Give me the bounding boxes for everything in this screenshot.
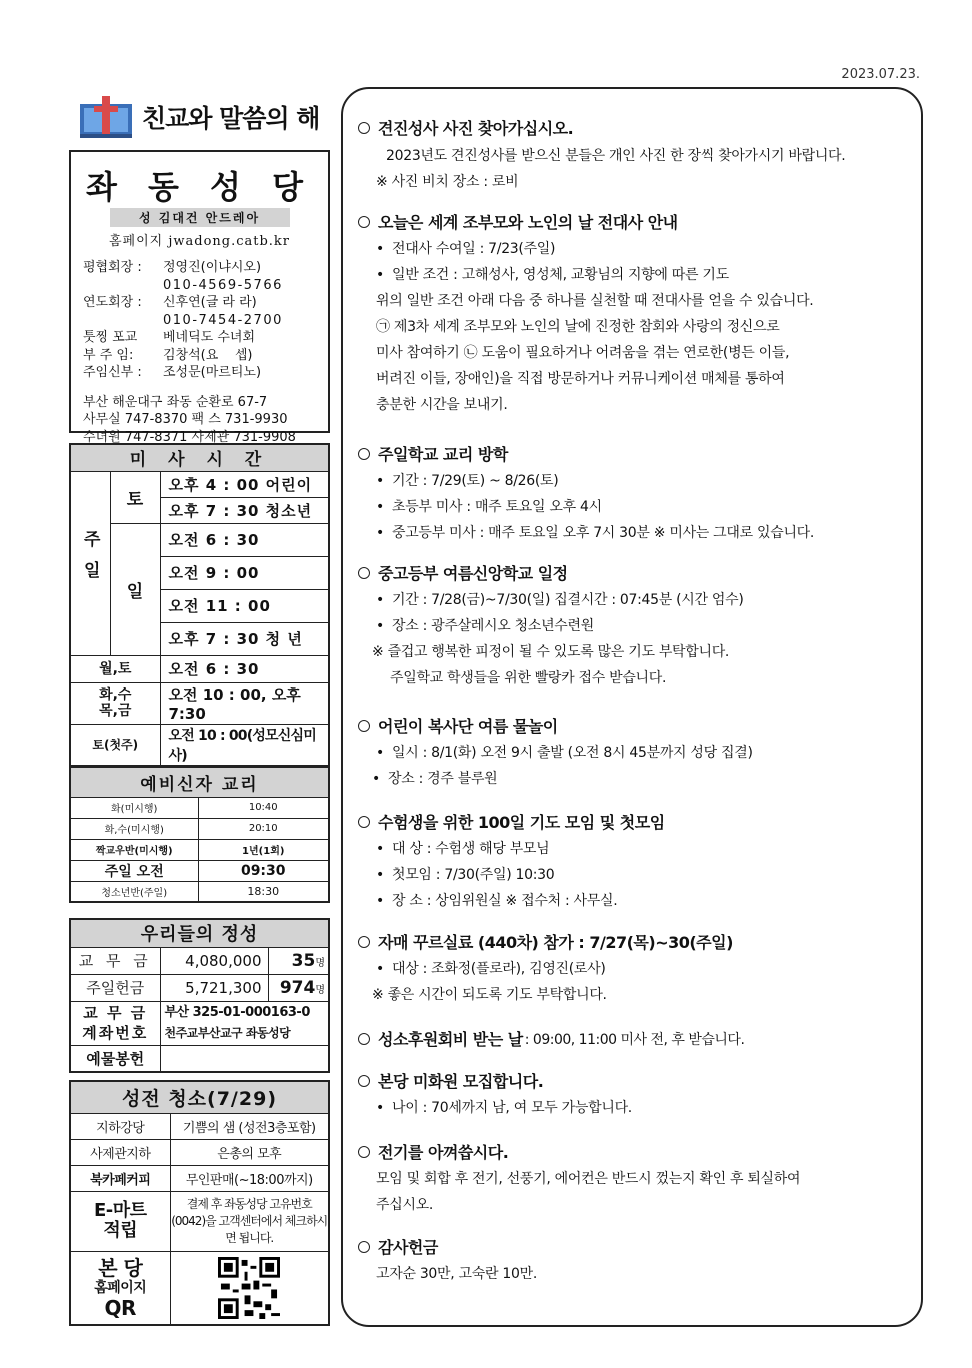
church-info-box: [69, 150, 330, 445]
notice-sunday-school-break: 주일학교 교리 방학 • 기간 : 7/29(토) ~ 8/26(토) • 초등부 미사 : 매주 토요일 오후 4시 • 중고등부 미사 : 매주 토요일 오후 7시 30분 ※ 미사는 그대로 있습니다.: [358, 442, 918, 546]
bullet-circle-icon: [358, 448, 370, 460]
saturday-label: 토: [110, 471, 160, 523]
mass-time: 오후 7 : 30 청소년: [160, 497, 329, 523]
mass-time: 오전 6 : 30: [160, 523, 329, 556]
class-time: 09:30: [198, 860, 329, 881]
gift-value: [160, 1045, 329, 1072]
class-time: 20:10: [198, 818, 329, 839]
mass-time: 오전 11 : 00: [160, 589, 329, 622]
class-label: 화,수(미시행): [70, 818, 198, 839]
cleaning-area: 지하강당: [70, 1113, 170, 1139]
bullet-circle-icon: [358, 1033, 370, 1045]
homepage-url: 홈페이지 jwadong.catb.kr: [108, 234, 291, 249]
patron-saint: 성 김대건 안드레아: [110, 208, 290, 227]
notice-vocation-fee: 성소후원회비 받는 날 : 09:00, 11:00 미사 전, 후 받습니다.: [358, 1027, 918, 1050]
class-label: 주일 오전: [70, 860, 198, 881]
account-number: 부산 325-01-000163-0 천주교부산교구 좌동성당: [160, 1001, 329, 1045]
mass-schedule-title: 미 사 시 간: [70, 444, 329, 471]
cleaning-group: 기쁨의 샘 (성전3층포함): [170, 1113, 329, 1139]
offering-title: 우리들의 정성: [70, 919, 329, 947]
year-theme-title: 친교와 말씀의 해: [142, 104, 320, 133]
notice-cursillo: 자매 꾸르실료 (440차) 참가 : 7/27(목)~30(주일) • 대상 : 조화정(플로라), 김영진(로사) ※ 좋은 시간이 되도록 기도 부탁합니다.: [358, 930, 918, 1008]
offering-count: 35명: [268, 947, 329, 974]
officer-row: 부 주 임: 김창석(요 셉): [83, 347, 253, 363]
cleaning-group: 은총의 모후: [170, 1139, 329, 1165]
bulletin-date: 2023.07.23.: [841, 67, 920, 82]
cleaning-group: 무인판매(~18:00까지): [170, 1165, 329, 1191]
church-building-icon: [78, 94, 134, 140]
weekday-mass-time: 오전 6 : 30: [160, 655, 329, 682]
offering-amount: 5,721,300: [160, 974, 268, 1001]
bullet-circle-icon: [358, 936, 370, 948]
sunday-day-label: 일: [110, 523, 160, 655]
officer-list: [83, 259, 328, 382]
weekday-label: 화,수 목,금: [70, 682, 160, 724]
class-time: 10:40: [198, 797, 329, 818]
mass-time: 오후 7 : 30 청 년: [160, 622, 329, 655]
offering-label: 교 무 금: [70, 947, 160, 974]
cleaning-title: 성전 청소(7/29): [70, 1081, 329, 1113]
notice-thanksgiving-offering: 감사헌금 고자순 30만, 고숙란 10만.: [358, 1235, 918, 1287]
class-label: 화(미시행): [70, 797, 198, 818]
officer-row: 연도회장 : 신후연(글 라 라): [83, 295, 257, 310]
cleaning-table: [69, 1080, 330, 1326]
bullet-circle-icon: [358, 1241, 370, 1253]
notice-save-electricity: 전기를 아껴씁시다. 모임 및 회합 후 전기, 선풍기, 에어컨은 반드시 껐는지 확인 후 퇴실하여 주십시오.: [358, 1140, 918, 1218]
weekday-label: 토(첫주): [70, 724, 160, 766]
notice-summer-faith-school: 중고등부 여름신앙학교 일정 • 기간 : 7/28(금)~7/30(일) 집결시간 : 07:45분 (시간 엄수) • 장소 : 광주살레시오 청소년수련원 ※ 즐겁고 행복한 피정이 될 수 있도록 많은 기도 부탁합니다. 주일학교 학생들을 위한 빨랑카 접수 받습니다.: [358, 561, 918, 691]
contact-address: 부산 해운대구 좌동 순환로 67-7 사무실 747-8370 팩 스 731-9930 수녀원 747-8371 사제관 731-9908: [83, 394, 296, 445]
offering-count: 974명: [268, 974, 329, 1001]
weekday-label: 월,토: [70, 655, 160, 682]
notice-confirmation-photo: 견진성사 사진 찾아가십시오. 2023년도 견진성사를 받으신 분들은 개인 사진 한 장씩 찾아가시기 바랍니다. ※ 사진 비치 장소 : 로비: [358, 116, 918, 195]
offering-label: 주일헌금: [70, 974, 160, 1001]
officer-row: 툿찡 포교 베네딕도 수녀회: [83, 330, 256, 345]
bullet-circle-icon: [358, 720, 370, 732]
offering-table: [69, 918, 330, 1073]
offering-amount: 4,080,000: [160, 947, 268, 974]
notice-altar-server-outing: 어린이 복사단 여름 물놀이 • 일시 : 8/1(화) 오전 9시 출발 (오전 8시 45분까지 성당 집결) • 장소 : 경주 블루원: [358, 714, 918, 792]
bullet-circle-icon: [358, 816, 370, 828]
mass-time: 오전 9 : 00: [160, 556, 329, 589]
mass-schedule-table: [69, 443, 330, 767]
notice-cleaner-recruit: 본당 미화원 모집합니다. • 나이 : 70세까지 남, 여 모두 가능합니다.: [358, 1069, 918, 1121]
class-label: 짝교우반(미시행): [70, 839, 198, 860]
bullet-circle-icon: [358, 122, 370, 134]
officer-row: 010-4569-5766: [163, 277, 283, 293]
officer-row: 주임신부 : 조성문(마르티노): [83, 365, 262, 380]
catechumen-table: [69, 766, 330, 903]
officer-row: 평협회장 : 정영진(이냐시오): [83, 260, 262, 275]
weekday-mass-time: 오전 10 : 00, 오후 7:30: [160, 682, 329, 724]
mass-time: 오후 4 : 00 어린이: [160, 471, 329, 497]
church-logo: [78, 94, 330, 140]
class-label: 청소년반(주일): [70, 881, 198, 902]
notice-exam-prayer: 수험생을 위한 100일 기도 모임 및 첫모임 • 대 상 : 수험생 해당 부모님 • 첫모임 : 7/30(주일) 10:30 • 장 소 : 상임위원실 ※ 접수처 : 사무실.: [358, 810, 918, 914]
sunday-label: 주일: [70, 471, 110, 655]
cleaning-area: 북카페커피: [70, 1165, 170, 1191]
gift-label: 예물봉헌: [70, 1045, 160, 1072]
bullet-circle-icon: [358, 567, 370, 579]
class-time: 1년(1회): [198, 839, 329, 860]
account-label: 교 무 금 계좌번호: [70, 1001, 160, 1045]
qr-label: 본 당 홈페이지 QR: [70, 1251, 170, 1325]
catechumen-title: 예비신자 교리: [70, 767, 329, 797]
emart-description: 결제 후 좌동성당 고유번호(0042)을 고객센터에서 체크하시면 됩니다.: [170, 1191, 329, 1251]
church-name: 좌 동 성 당: [85, 168, 314, 206]
bullet-circle-icon: [358, 216, 370, 228]
cleaning-area: 사제관지하: [70, 1139, 170, 1165]
class-time: 18:30: [198, 881, 329, 902]
bullet-circle-icon: [358, 1146, 370, 1158]
notice-indulgence: 오늘은 세계 조부모와 노인의 날 전대사 안내 • 전대사 수여일 : 7/23(주일) • 일반 조건 : 고해성사, 영성체, 교황님의 지향에 따른 기도 위의 일반 조건 아래 다음 중 하나를 실천할 때 전대사를 얻을 수 있습니다. ㉠ 제3차 세계 조부모와 노인의 날에 진정한 참회와 사랑의 정신으로 미사 참여하기 ㉡ 도움이 필요하거나 어려움을 겪는 연로한(병든 이들, 버려진 이들, 장애인)을 직접 방문하거나 커뮤니케이션 매체를 통하여 충분한 시간을 보내기.: [358, 210, 918, 418]
weekday-mass-time: 오전 10 : 00(성모신심미사): [160, 724, 329, 766]
emart-label: E-마트 적립: [70, 1191, 170, 1251]
homepage-qr-code[interactable]: [170, 1251, 329, 1325]
bullet-circle-icon: [358, 1075, 370, 1087]
officer-row: 010-7454-2700: [163, 312, 283, 328]
qr-code-icon: [218, 1257, 280, 1319]
